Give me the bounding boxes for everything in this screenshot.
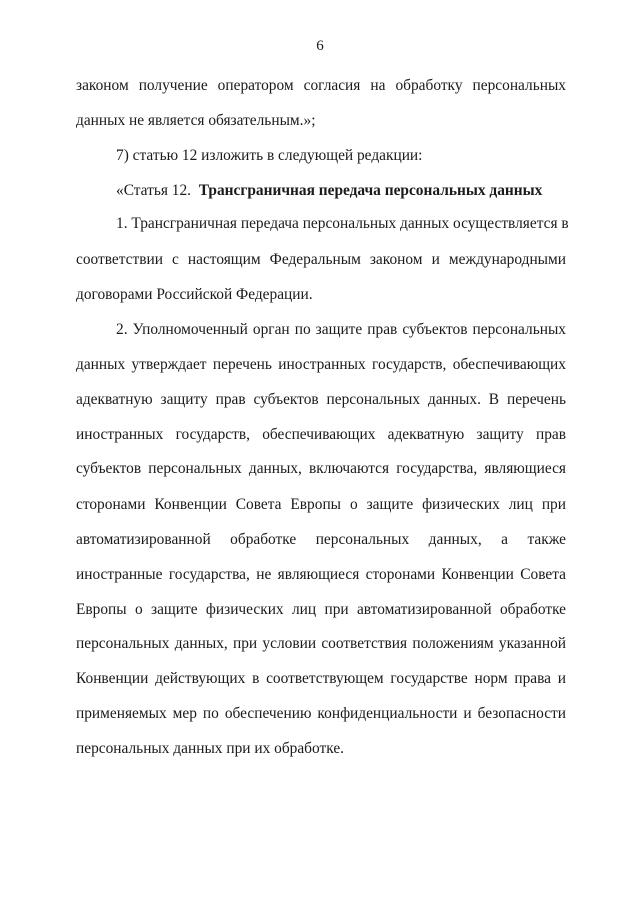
article-heading [116, 181, 566, 201]
clause-1-line-1: 1. Трансграничная передача персональных данных осуществляется в [116, 215, 569, 232]
clause-1-line-2: соответствии с настоящим Федеральным законом и международными [76, 251, 566, 268]
clause-1-line-3: договорами Российской Федерации. [76, 286, 313, 303]
clause-2-line-9: Европы о защите физических лиц при автоматизированной обработке [76, 601, 566, 618]
text-line-2: данных не является обязательным.»; [76, 112, 316, 129]
clause-2-line-2: данных утверждает перечень иностранных государств, обеспечивающих [76, 356, 566, 373]
clause-2-line-13: персональных данных при их обработке. [76, 740, 344, 757]
clause-2-line-3: адекватную защиту прав субъектов персональных данных. В перечень [76, 391, 566, 408]
clause-2-line-7: автоматизированной обработке персональных данных, а также [76, 531, 566, 548]
clause-2-line-8: иностранные государства, не являющиеся сторонами Конвенции Совета [76, 566, 566, 583]
clause-2-line-10: персональных данных, при условии соответствия положениям указанной [76, 635, 566, 652]
clause-2-line-11: Конвенции действующих в соответствующем государстве норм права и [76, 670, 566, 687]
text-line-1: законом получение оператором согласия на обработку персональных [76, 77, 566, 94]
article-title: Трансграничная передача персональных данных [198, 182, 543, 199]
clause-2-line-6: сторонами Конвенции Совета Европы о защите физических лиц при [76, 496, 566, 513]
article-number: «Статья 12. [116, 182, 192, 199]
clause-2-line-12: применяемых мер по обеспечению конфиденциальности и безопасности [76, 705, 566, 722]
clause-2-line-5: субъектов персональных данных, включаются государства, являющиеся [76, 460, 566, 477]
page-number: 6 [316, 38, 324, 54]
clause-2-line-4: иностранных государств, обеспечивающих адекватную защиту прав [76, 426, 566, 443]
clause-2-line-1: 2. Уполномоченный орган по защите прав субъектов персональных [116, 321, 566, 338]
item-7-line: 7) статью 12 изложить в следующей редакции: [116, 147, 423, 164]
